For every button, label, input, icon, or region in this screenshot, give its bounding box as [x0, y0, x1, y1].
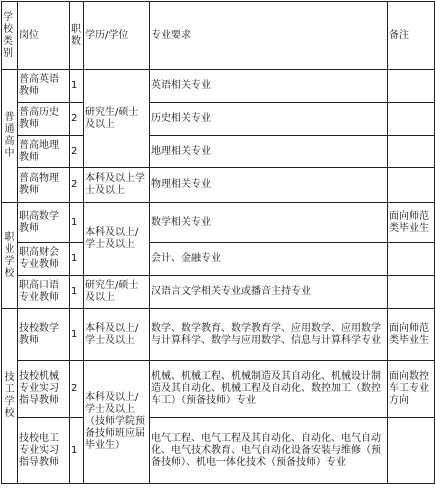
cell-count: 2 — [70, 136, 84, 168]
cell-education: 本科及以上学士及以上 — [84, 168, 150, 203]
header-position: 岗位 — [18, 2, 70, 70]
cell-position: 普高地理教师 — [18, 136, 70, 168]
cell-position: 职高财会专业教师 — [18, 243, 70, 276]
group-vocational: 职业学校 — [2, 203, 18, 309]
table-row — [2, 203, 435, 243]
cell-count: 2 — [70, 168, 84, 203]
table-row — [2, 276, 435, 309]
cell-note: 面向师范类毕业生 — [388, 309, 435, 361]
cell-major: 地理相关专业 — [150, 136, 388, 168]
table-row — [2, 361, 435, 418]
cell-position: 普高物理教师 — [18, 168, 70, 203]
table-row — [2, 136, 435, 168]
cell-major: 汉语言文学相关专业或播音主持专业 — [150, 276, 388, 309]
cell-note — [388, 276, 435, 309]
table-row — [2, 103, 435, 136]
header-row — [2, 2, 435, 70]
cell-education-merged: 本科及以上/学士及以上（技师学院预备技师班应届毕业生） — [84, 361, 150, 484]
header-count: 职数 — [70, 2, 84, 70]
cell-education: 研究生/硕士及以上 — [84, 276, 150, 309]
cell-education-merged: 本科及以上/学士及以上 — [84, 203, 150, 276]
table-row — [2, 418, 435, 484]
cell-position: 普高历史教师 — [18, 103, 70, 136]
cell-position: 技校机械专业实习指导教师 — [18, 361, 70, 418]
cell-note — [388, 418, 435, 484]
cell-major: 电气工程、电气工程及其自动化、自动化、电气自动化、电气技术教育、电气自动化设备安装与维修（预备技师）、机电一体化技术（预备技师）专业 — [150, 418, 388, 484]
group-high-school: 普通高中 — [2, 70, 18, 203]
cell-major: 英语相关专业 — [150, 70, 388, 103]
cell-major: 数学、数学教育、数学教育学、应用数学、应用数学与计算科学、数学与应用数学、信息与计算科学专业 — [150, 309, 388, 361]
cell-count: 1 — [70, 203, 84, 243]
cell-note — [388, 70, 435, 103]
table-row — [2, 70, 435, 103]
cell-major: 数学相关专业 — [150, 203, 388, 243]
cell-major: 物理相关专业 — [150, 168, 388, 203]
cell-note — [388, 136, 435, 168]
cell-count: 1 — [70, 243, 84, 276]
table-row — [2, 168, 435, 203]
cell-position: 技校电工专业实习指导教师 — [18, 418, 70, 484]
cell-note: 面向师范类毕业生 — [388, 203, 435, 243]
cell-note: 面向数控车工专业方向 — [388, 361, 435, 418]
cell-education-merged: 研究生/硕士及以上 — [84, 70, 150, 168]
cell-position: 职高数学教师 — [18, 203, 70, 243]
cell-position: 技校数学教师 — [18, 309, 70, 361]
table-row — [2, 243, 435, 276]
group-technical: 技工学校 — [2, 309, 18, 484]
recruitment-table — [1, 1, 435, 484]
cell-count: 2 — [70, 361, 84, 418]
header-major: 专业要求 — [150, 2, 388, 70]
cell-count: 1 — [70, 276, 84, 309]
cell-major: 历史相关专业 — [150, 103, 388, 136]
cell-count: 1 — [70, 70, 84, 103]
cell-position: 职高口语专业教师 — [18, 276, 70, 309]
cell-major: 会计、金融专业 — [150, 243, 388, 276]
cell-major: 机械、机械工程、机械制造及其自动化、机械设计制造及其自动化、机械工程及自动化、数控加工（数控车工）（预备技师）专业 — [150, 361, 388, 418]
header-note: 备注 — [388, 2, 435, 70]
cell-note — [388, 103, 435, 136]
cell-note — [388, 243, 435, 276]
cell-position: 普高英语教师 — [18, 70, 70, 103]
cell-education: 本科及以上/学士及以上 — [84, 309, 150, 361]
cell-count: 1 — [70, 418, 84, 484]
cell-count: 2 — [70, 103, 84, 136]
cell-note — [388, 168, 435, 203]
cell-count: 1 — [70, 309, 84, 361]
header-education: 学历/学位 — [84, 2, 150, 70]
header-school-type: 学校类别 — [2, 2, 18, 70]
table-row — [2, 309, 435, 361]
